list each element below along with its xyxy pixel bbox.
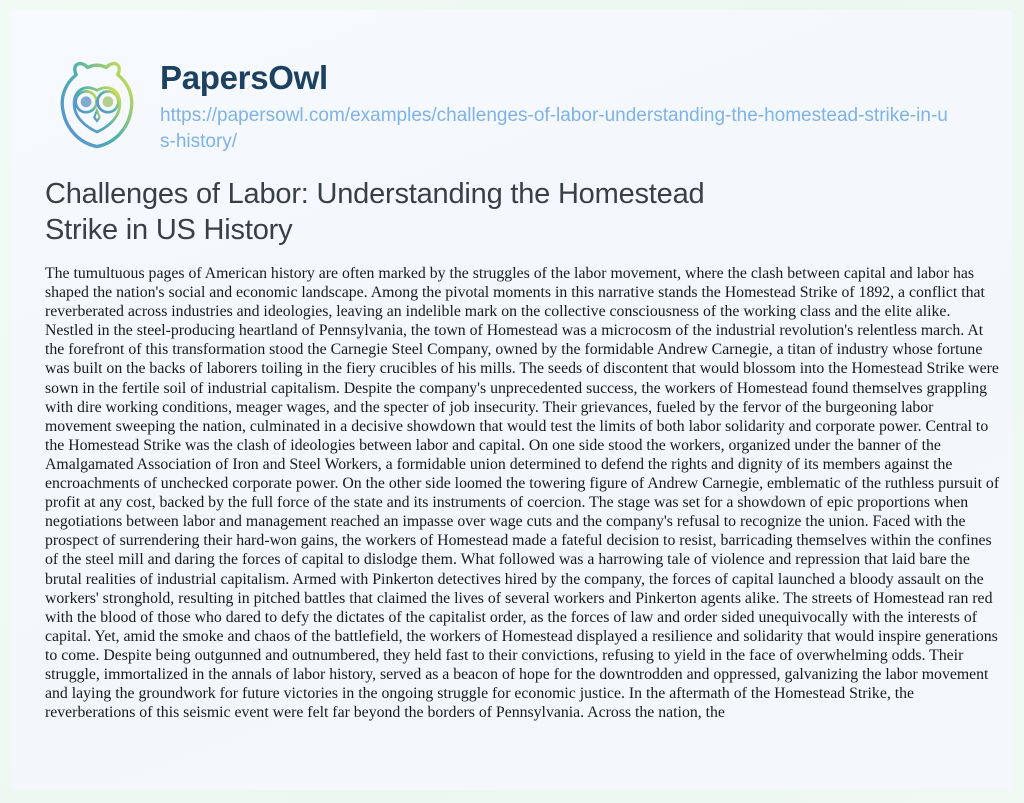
owl-icon [45, 55, 149, 159]
site-header [45, 55, 1002, 159]
article-body: The tumultuous pages of American history are often marked by the struggles of the labor movement, where the clash between capital and labor has shaped the nation's social and economic landscape. Among the pivotal moments in this narrative stands the Homestead Strike of 1892, a conflict that reverberated across industries and ideologies, leaving an indelible mark on the collective consciousness of the working class and the elite alike. Nestled in the steel-producing heartland of Pennsylvania, the town of Homestead was a microcosm of the industrial revolution's relentless march. At the forefront of this transformation stood the Carnegie Steel Company, owned by the formidable Andrew Carnegie, a titan of industry whose fortune was built on the backs of laborers toiling in the fiery crucibles of his mills. The seeds of discontent that would blossom into the Homestead Strike were sown in the fertile soil of industrial capitalism. Despite the company's unprecedented success, the workers of Homestead found themselves grappling with dire working conditions, meager wages, and the specter of job insecurity. Their grievances, fueled by the fervor of the burgeoning labor movement sweeping the nation, culminated in a decisive showdown that would test the limits of both labor solidarity and corporate power. Central to the Homestead Strike was the clash of ideologies between labor and capital. On one side stood the workers, organized under the banner of the Amalgamated Association of Iron and Steel Workers, a formidable union determined to defend the rights and dignity of its members against the encroachments of unchecked corporate power. On the other side loomed the towering figure of Andrew Carnegie, emblematic of the ruthless pursuit of profit at any cost, backed by the full force of the state and its instruments of coercion. The stage was set for a showdown of epic proportions when negotiations between labor and management reached an impasse over wage cuts and the company's refusal to recognize the union. Faced with the prospect of surrendering their hard-won gains, the workers of Homestead made a fateful decision to resist, barricading themselves within the confines of the steel mill and daring the forces of capital to dislodge them. What followed was a harrowing tale of violence and repression that laid bare the brutal realities of industrial capitalism. Armed with Pinkerton detectives hired by the company, the forces of capital launched a bloody assault on the workers' stronghold, resulting in pitched battles that claimed the lives of several workers and Pinkerton agents alike. The streets of Homestead ran red with the blood of those who dared to defy the dictates of the capitalist order, as the forces of law and order sided unequivocally with the interests of capital. Yet, amid the smoke and chaos of the battlefield, the workers of Homestead displayed a resilience and solidarity that would inspire generations to come. Despite being outgunned and outnumbered, they held fast to their convictions, refusing to yield in the face of overwhelming odds. Their struggle, immortalized in the annals of labor history, served as a beacon of hope for the downtrodden and oppressed, galvanizing the labor movement and laying the groundwork for future victories in the ongoing struggle for economic justice. In the aftermath of the Homestead Strike, the reverberations of this seismic event were felt far beyond the borders of Pennsylvania. Across the nation, the [45, 265, 1000, 722]
papersowl-logo[interactable] [45, 55, 149, 159]
article-title: Challenges of Labor: Understanding the Homestead Strike in US History [45, 178, 705, 246]
brand-name: PapersOwl [160, 59, 328, 96]
document-preview [12, 10, 1012, 790]
brand-block [160, 55, 950, 155]
page-url-link[interactable]: https://papersowl.com/examples/challenges-of-labor-understanding-the-homestead-strike-in-us-history/ [160, 104, 948, 152]
